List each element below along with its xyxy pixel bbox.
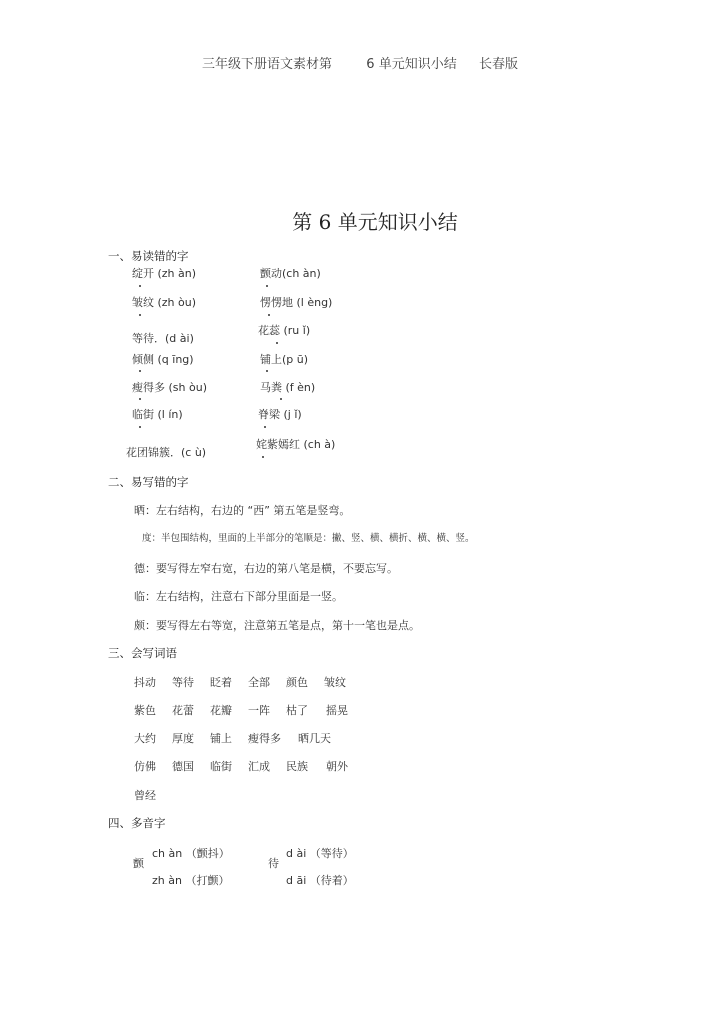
emphasis-dot [139,314,141,316]
section-heading-easy-write: 二、易写错的字 [108,475,189,489]
word: 眨着 [210,676,232,689]
polyphonic-char: 待 [268,857,279,870]
polyphonic-reading: d āi （待着） [286,874,354,887]
easy-read-item: 皱纹 (zh òu) [132,296,197,309]
easy-read-item: 绽开 (zh àn) [132,267,197,280]
word: 花蕾 [172,704,194,717]
word: 晒几天 [298,732,331,745]
word: 抖动 [134,676,156,689]
easy-write-note: 颇：要写得左右等宽，注意第五笔是点，第十一笔也是点。 [134,619,420,632]
polyphonic-reading: d ài （等待） [286,847,354,860]
header-part-2: 6 单元知识小结 [366,57,457,72]
easy-read-item: 花蕊 (ru ǐ) [258,324,311,337]
emphasis-dot [276,342,278,344]
emphasis-dot [266,370,268,372]
word: 汇成 [248,760,270,773]
word: 朝外 [326,760,348,773]
word: 民族 [286,760,308,773]
page-header [0,53,720,72]
emphasis-dot [139,426,141,428]
header-part-3: 长春版 [478,57,518,72]
emphasis-dot [266,285,268,287]
easy-write-note: 临：左右结构，注意右下部分里面是一竖。 [134,590,343,603]
emphasis-dot [268,314,270,316]
header-part-1: 三年级下册语文素材第 [202,57,333,72]
word: 紫色 [134,704,156,717]
word: 仿佛 [134,760,156,773]
section-heading-words: 三、会写词语 [108,646,177,660]
word: 铺上 [210,732,232,745]
word: 等待 [172,676,194,689]
word: 花瓣 [210,704,232,717]
word: 一阵 [248,704,270,717]
easy-read-item: 瘦得多 (sh òu) [132,381,207,394]
word: 皱纹 [324,676,346,689]
easy-read-item: 花团锦簇．(c ù) [126,446,207,459]
word: 全部 [248,676,270,689]
easy-read-item: 倾侧 (q īng) [132,353,194,366]
word: 枯了 [286,704,308,717]
emphasis-dot [264,426,266,428]
word: 瘦得多 [248,732,281,745]
word: 曾经 [134,789,156,802]
easy-read-item: 马粪 (f èn) [260,381,316,394]
section-heading-polyphonic: 四、多音字 [108,816,166,830]
easy-read-item: 姹紫嫣红 (ch à) [256,438,336,451]
easy-read-item: 愣愣地 (l èng) [260,296,333,309]
page-title: 第 6 单元知识小结 [292,210,458,234]
easy-read-item: 脊梁 (j ǐ) [258,408,302,421]
emphasis-dot [139,398,141,400]
easy-read-item: 等待．(d ài) [132,332,194,345]
easy-read-item: 颤动(ch àn) [260,267,321,280]
emphasis-dot [262,456,264,458]
emphasis-dot [139,285,141,287]
word: 大约 [134,732,156,745]
word: 颜色 [286,676,308,689]
section-heading-easy-read: 一、易读错的字 [108,249,189,263]
word: 临街 [210,760,232,773]
easy-read-item: 铺上(p ū) [260,353,309,366]
easy-write-note: 度：半包围结构，里面的上半部分的笔顺是：撇、竖、横、横折、横、横、竖。 [142,533,475,544]
word: 德国 [172,760,194,773]
emphasis-dot [280,398,282,400]
easy-write-note: 晒：左右结构，右边的 “西” 第五笔是竖弯。 [134,504,351,517]
word: 厚度 [172,732,194,745]
polyphonic-reading: zh àn （打颤） [152,874,230,887]
word: 摇晃 [326,704,348,717]
polyphonic-reading: ch àn （颤抖） [152,847,230,860]
polyphonic-char: 颤 [133,857,144,870]
easy-write-note: 德：要写得左窄右宽，右边的第八笔是横，不要忘写。 [134,562,398,575]
easy-read-item: 临街 (l ín) [132,408,183,421]
emphasis-dot [139,370,141,372]
